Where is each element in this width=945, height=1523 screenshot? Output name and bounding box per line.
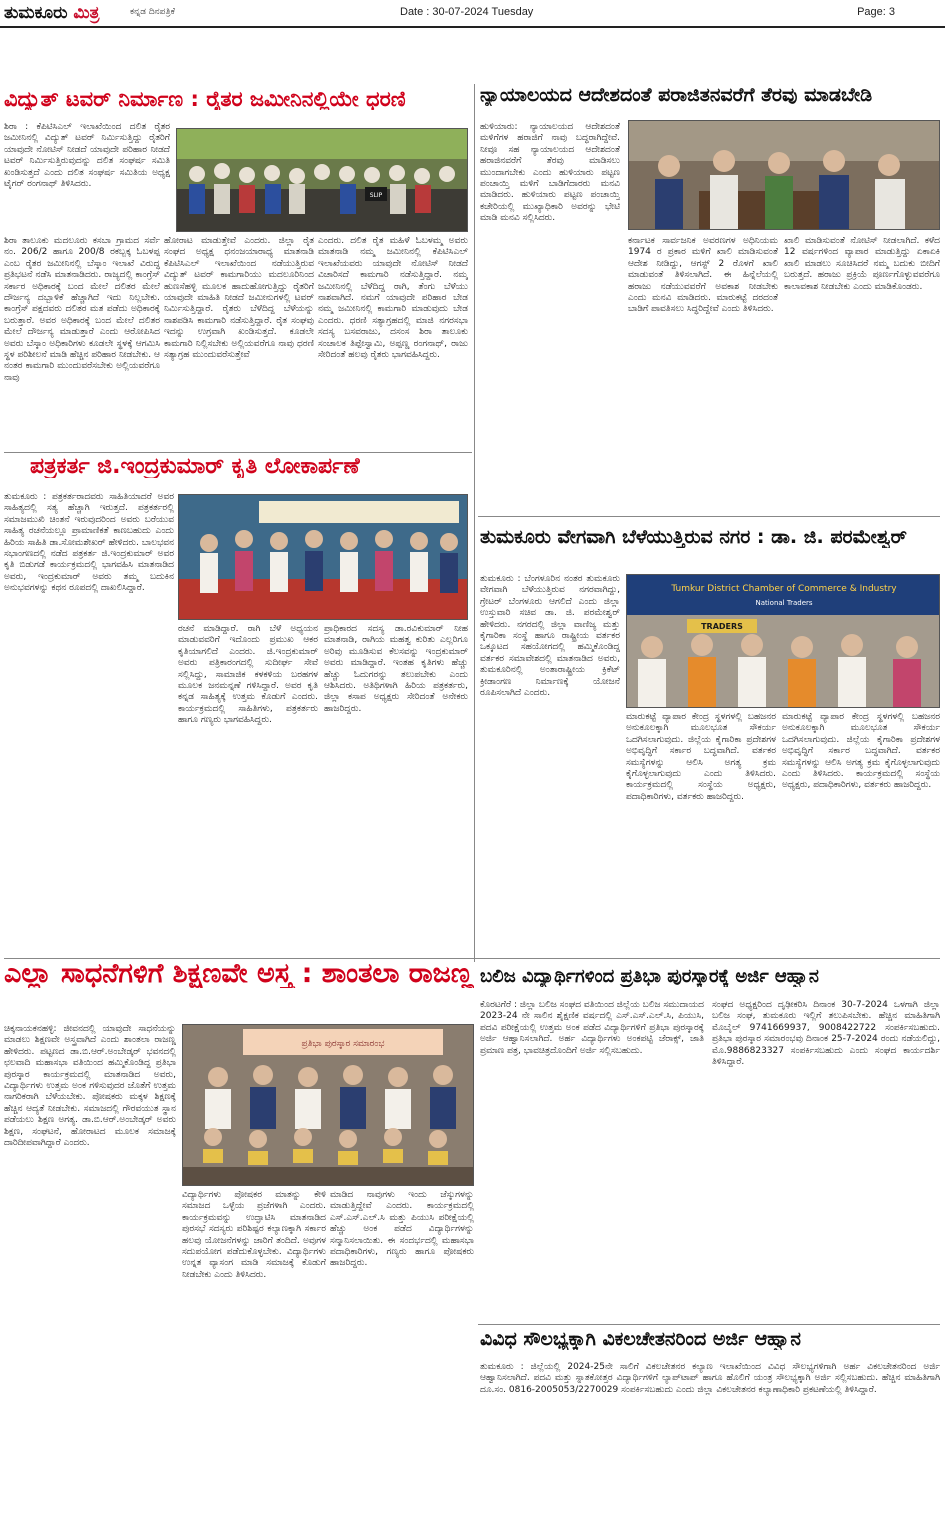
masthead bbox=[0, 0, 945, 28]
story1-col3: ಎಂದರು. ದಲಿತ ರೈತ ಮಹಿಳೆ ಓಬಳಮ್ಮ ಅವರು ಮಾತನಾಡಿ ನಮ್ಮ ಜಮೀನಿನಲ್ಲಿ ಕೆಪಿಟಿಸಿಎಲ್ ಇಲಾಖೆಯವರು ಯಾವುದೇ ನೋಟಿಸ್ ನೀಡದೆ ವಿಚಾರಿಸದೆ ಕಾಮಗಾರಿ ನಡೆಸುತ್ತಿದ್ದಾರೆ. ನಮ್ಮ ಜಮೀನಿನಲ್ಲಿ ಬೆಳೆದಿದ್ದ ರಾಗಿ, ತೆಂಗು ಬೆಳೆಯು ನಾಶವಾಗಿದೆ. ನಮಗೆ ಯಾವುದೇ ಪರಿಹಾರ ಬೇಡ ನಮ್ಮ ಜಮೀನಿನಲ್ಲಿ ಕಾಮಗಾರಿ ಮಾಡುವುದು ಬೇಡ ಎಂದರು. ಧರಣಿ ಸತ್ಯಾಗ್ರಹದಲ್ಲಿ ಮಾಜಿ ನಗರಸಭಾ ಸದಸ್ಯ ಬಸವರಾಜು, ದಸಂಸ ಶಿರಾ ತಾಲೂಕು ಸಂಚಾಲಕ ತಿಪ್ಪೇಸ್ವಾಮಿ, ಅಪ್ಪಣ್ಣ ರಂಗನಾಥ್, ರಾಜು ಸೇರಿದಂತೆ ಹಲವು ರೈತರು ಭಾಗವಹಿಸಿದ್ದರು. bbox=[318, 236, 468, 361]
issue-date: Date : 30-07-2024 Tuesday bbox=[400, 6, 534, 18]
section-divider bbox=[4, 452, 472, 453]
story5-col3: ಮಾಡಿದ ನಾವುಗಳು ಇಂದು ಜೆಸ್ಕುಗಳನ್ನು ಮಾಡುತ್ತಿದ್ದೇವೆ ಎಂದರು. ಕಾರ್ಯಕ್ರಮದಲ್ಲಿ ಎಸ್.ಎಸ್.ಎಲ್.ಸಿ ಮತ್ತು ಪಿಯುಸಿ ಪರೀಕ್ಷೆಯಲ್ಲಿ ಹೆಚ್ಚು ಅಂಕ ಪಡೆದ ವಿದ್ಯಾರ್ಥಿಗಳನ್ನು ಸನ್ಮಾನಿಸಲಾಯಿತು. ಈ ಸಂದರ್ಭದಲ್ಲಿ ಮಹಾಸಭಾ ಪದಾಧಿಕಾರಿಗಳು, ಗಣ್ಯರು ಹಾಗೂ ಪೋಷಕರು ಹಾಜರಿದ್ದರು. bbox=[330, 1190, 474, 1269]
story1-col2: ಹೋರಾಟ ಮಾಡುತ್ತೇವೆ ಎಂದರು. ಜಿಲ್ಲಾ ರೈತ ಸಂಘದ ಅಧ್ಯಕ್ಷ ಧನಂಜಯಾರಾಧ್ಯ ಮಾತನಾಡಿ ಕೆಪಿಟಿಸಿಎಲ್ ಇಲಾಖೆಯಿಂದ ನಡೆಯುತ್ತಿರುವ ವಿದ್ಯುತ್ ಟವರ್ ಕಾಮಗಾರಿಯು ಮದಲೂರಿನಿಂದ ಹುಣಸೆಹಳ್ಳಿ ಮೂಲಕ ಹಾದುಹೋಗುತ್ತಿದ್ದು ರೈತರಿಗೆ ಯಾವುದೇ ಮಾಹಿತಿ ನೀಡದೆ ಜಮೀನುಗಳಲ್ಲಿ ಟವರ್ ನಿರ್ಮಿಸುತ್ತಿದ್ದಾರೆ. ರೈತರು ಬೆಳೆದಿದ್ದ ಬೆಳೆಯನ್ನು ನಾಶಪಡಿಸಿ ಕಾಮಗಾರಿ ನಡೆಸುತ್ತಿದ್ದಾರೆ. ರೈತ ಸಂಘವು ಇದನ್ನು ಉಗ್ರವಾಗಿ ಖಂಡಿಸುತ್ತದೆ. ಕೂಡಲೇ ಕಾಮಗಾರಿ ನಿಲ್ಲಿಸಬೇಕು ಅಲ್ಲಿಯವರೆಗೂ ನಾವು ಧರಣಿ ಸತ್ಯಾಗ್ರಹ ಮುಂದುವರೆಸುತ್ತೇವೆ bbox=[164, 236, 314, 361]
column-divider bbox=[474, 84, 475, 962]
story1-headline: ವಿದ್ಯುತ್ ಟವರ್ ನಿರ್ಮಾಣ : ರೈತರ ಜಮೀನಿನಲ್ಲಿಯೇ ಧರಣಿ bbox=[4, 88, 406, 111]
story2-col2: ಕರ್ನಾಟಕ ಸಾರ್ವಜನಿಕ ಅವರಣಗಳ ಅಧಿನಿಯಮ 1974 ರ ಪ್ರಕಾರ ಮಳಿಗೆ ಖಾಲಿ ಮಾಡಿಸುವಂತೆ ಆದೇಶ ನೀಡಿದ್ದು, ಆಗಸ್ಟ್ 2 ರೊಳಗೆ ಖಾಲಿ ಮಾಡುವಂತೆ ತಿಳಿಸಲಾಗಿದೆ. ಈ ಹಿನ್ನೆಲೆಯಲ್ಲಿ ಹರಾಜು ನಡೆಯುವವರೆಗೆ ಅವಕಾಶ ನೀಡಬೇಕು ಎಂದು ಮನವಿ ಮಾಡಿದರು. ಮಾರುಕಟ್ಟೆ ದರದಂತೆ ಬಾಡಿಗೆ ಪಾವತಿಸಲು ಸಿದ್ಧರಿದ್ದೇವೆ ಎಂದು ತಿಳಿಸಿದರು. bbox=[628, 236, 778, 315]
story2-meeting-photo bbox=[628, 120, 940, 230]
story6-col2: ಸಂಘದ ಅಧ್ಯಕ್ಷರಿಂದ ದೃಢೀಕರಿಸಿ ದಿನಾಂಕ 30-7-2024 ಒಳಗಾಗಿ ಜಿಲ್ಲಾ ಬಲಿಜ ಸಂಘ, ತುಮಕೂರು ಇಲ್ಲಿಗೆ ತಲುಪಿಸಬೇಕು. ಹೆಚ್ಚಿನ ಮಾಹಿತಿಗಾಗಿ ಮೊಬೈಲ್ 9741669937, 9008422722 ಸಂಪರ್ಕಿಸಬಹುದು. ಪ್ರತಿಭಾ ಪುರಸ್ಕಾರ ಸಮಾರಂಭವು ದಿನಾಂಕ 25-7-2024 ರಂದು ನಡೆಯಲಿದ್ದು, ಮೊ.9886823327 ಸಂಪರ್ಕಿಸಬಹುದು ಎಂದು ಸಂಘದ ಕಾರ್ಯದರ್ಶಿ ತಿಳಿಸಿದ್ದಾರೆ. bbox=[712, 1000, 940, 1068]
section-divider bbox=[478, 516, 940, 517]
story3-col3: ಪ್ರಾಧಿಕಾರದ ಸದಸ್ಯ ಡಾ.ರವಿಕುಮಾರ್ ನೀಹ ಮಾತನಾಡಿ, ರಾಗಿಯ ಮಹತ್ವ ಕುರಿತು ಎಲ್ಲರಿಗೂ ಅರಿವು ಮೂಡಿಸುವ ಕೆಲಸವನ್ನು ಇಂದ್ರಕುಮಾರ್ ಅವರು ಮಾಡಿದ್ದಾರೆ. ಇಂತಹ ಕೃತಿಗಳು ಹೆಚ್ಚು ಹೆಚ್ಚು ಓದುಗರನ್ನು ತಲುಪಬೇಕು ಎಂದು ಆಶಿಸಿದರು. ಅತಿಥಿಗಳಾಗಿ ಹಿರಿಯ ಪತ್ರಕರ್ತರು, ಜಿಲ್ಲಾ ಕಸಾಪ ಅಧ್ಯಕ್ಷರು ಸೇರಿದಂತೆ ಅನೇಕರು ಹಾಜರಿದ್ದರು. bbox=[324, 624, 468, 714]
page-number: Page: 3 bbox=[857, 6, 895, 18]
story7-col1: ತುಮಕೂರು : ಜಿಲ್ಲೆಯಲ್ಲಿ 2024-25ನೇ ಸಾಲಿಗೆ ವಿಕಲಚೇತನರ ಕಲ್ಯಾಣ ಇಲಾಖೆಯಿಂದ ವಿವಿಧ ಸೌಲಭ್ಯಗಳಿಗಾಗಿ ಅರ್ಹ ವಿಕಲಚೇತನರಿಂದ ಅರ್ಜಿ ಆಹ್ವಾನಿಸಲಾಗಿದೆ. ಪದವಿ ಮತ್ತು ಸ್ನಾತಕೋತ್ತರ ವಿದ್ಯಾರ್ಥಿಗಳಿಗೆ ಲ್ಯಾಪ್‌ಟಾಪ್ ಹಾಗೂ ಹೊಲಿಗೆ ಯಂತ್ರ ಸೌಲಭ್ಯಕ್ಕಾಗಿ ಅರ್ಜಿ ಸಲ್ಲಿಸಬಹುದು. ಹೆಚ್ಚಿನ ಮಾಹಿತಿಗಾಗಿ ದೂ.ಸಂ. 0816-2005053/2270029 ಸಂಪರ್ಕಿಸಬಹುದು ಎಂದು ಜಿಲ್ಲಾ ವಿಕಲಚೇತನರ ಕಲ್ಯಾಣಾಧಿಕಾರಿ ಪ್ರಕಟಣೆಯಲ್ಲಿ ತಿಳಿಸಿದ್ದಾರೆ. bbox=[480, 1362, 940, 1395]
story2-col3: ಖಾಲಿ ಮಾಡಿಸುವಂತೆ ನೋಟಿಸ್ ನೀಡಲಾಗಿದೆ. ಕಳೆದ 12 ವರ್ಷಗಳಿಂದ ವ್ಯಾಪಾರ ಮಾಡುತ್ತಿದ್ದು ಏಕಾಏಕಿ ಖಾಲಿ ಮಾಡಲು ಸೂಚಿಸಿದರೆ ನಮ್ಮ ಬದುಕು ಬೀದಿಗೆ ಬರುತ್ತದೆ. ಹರಾಜು ಪ್ರಕ್ರಿಯೆ ಪೂರ್ಣಗೊಳ್ಳುವವರೆಗೂ ಕಾಲಾವಕಾಶ ನೀಡಬೇಕು ಎಂದು ಮಾಡಿಕೊಂಡರು. bbox=[784, 236, 940, 292]
story5-col1: ಚಿಕ್ಕನಾಯಕನಹಳ್ಳಿ: ಜೀವನದಲ್ಲಿ ಯಾವುದೇ ಸಾಧನೆಯನ್ನು ಮಾಡಲು ಶಿಕ್ಷಣವೇ ಅಸ್ತ್ರವಾಗಿದೆ ಎಂದು ಶಾಂತಲಾ ರಾಜಣ್ಣ ಹೇಳಿದರು. ಪಟ್ಟಣದ ಡಾ.ಬಿ.ಆರ್.ಅಂಬೇಡ್ಕರ್ ಭವನದಲ್ಲಿ ಛಲವಾದಿ ಮಹಾಸಭಾ ವತಿಯಿಂದ ಹಮ್ಮಿಕೊಂಡಿದ್ದ ಪ್ರತಿಭಾ ಪುರಸ್ಕಾರ ಕಾರ್ಯಕ್ರಮದಲ್ಲಿ ಮಾತನಾಡಿದ ಅವರು, ವಿದ್ಯಾರ್ಥಿಗಳು ಉತ್ತಮ ಅಂಕ ಗಳಿಸುವುದರ ಜೊತೆಗೆ ಉತ್ತಮ ನಾಗರಿಕರಾಗಿ ಬೆಳೆಯಬೇಕು. ಪೋಷಕರು ಮಕ್ಕಳ ಶಿಕ್ಷಣಕ್ಕೆ ಹೆಚ್ಚಿನ ಆದ್ಯತೆ ನೀಡಬೇಕು. ಸಮಾಜದಲ್ಲಿ ಗೌರವಯುತ ಸ್ಥಾನ ಪಡೆಯಲು ಶಿಕ್ಷಣ ಅಗತ್ಯ. ಡಾ.ಬಿ.ಆರ್.ಅಂಬೇಡ್ಕರ್ ಅವರು ಶಿಕ್ಷಣ, ಸಂಘಟನೆ, ಹೋರಾಟದ ಮೂಲಕ ಸಮಾಜಕ್ಕೆ ದಾರಿದೀಪವಾಗಿದ್ದಾರೆ ಎಂದರು. bbox=[4, 1024, 176, 1149]
story3-book-release-photo bbox=[178, 494, 468, 620]
newspaper-tagline: ಕನ್ನಡ ದಿನಪತ್ರಿಕೆ bbox=[130, 7, 176, 17]
story2-headline: ನ್ಯಾಯಾಲಯದ ಆದೇಶದಂತೆ ಪರಾಜಿತನವರೆಗೆ ತೆರವು ಮಾಡಬೇಡಿ bbox=[480, 86, 873, 106]
story5-headline: ಎಲ್ಲಾ ಸಾಧನೆಗಳಿಗೆ ಶಿಕ್ಷಣವೇ ಅಸ್ತ್ರ : ಶಾಂತಲಾ ರಾಜಣ್ಣ bbox=[4, 960, 474, 989]
story1-col1: ಶಿರಾ : ಕೆಪಿಟಿಸಿಎಲ್ ಇಲಾಖೆಯಿಂದ ದಲಿತ ರೈತರ ಜಮೀನಿನಲ್ಲಿ ವಿದ್ಯುತ್ ಟವರ್ ನಿರ್ಮಿಸುತ್ತಿದ್ದು ರೈತರಿಗೆ ಯಾವುದೇ ನೋಟಿಸ್ ನೀಡದೆ ಯಾವುದೇ ಪರಿಹಾರ ನೀಡದೆ ಟವರ್ ನಿರ್ಮಿಸುತ್ತಿರುವುದನ್ನು ದಲಿತ ಸಂಘರ್ಷ ಸಮಿತಿ ಖಂಡಿಸುತ್ತದೆ ಎಂದು ದಲಿತ ಸಂಘರ್ಷ ಸಮಿತಿಯ ಅಧ್ಯಕ್ಷ ಟೈಗರ್ ರಂಗನಾಥ್ ತಿಳಿಸಿದರು. bbox=[4, 122, 170, 190]
story4-col2: ಮಾರುಕಟ್ಟೆ ವ್ಯಾಪಾರ ಕೇಂದ್ರ ಸ್ಥಳಗಳಲ್ಲಿ ಬಹಜನರ ಅನುಕೂಲಕ್ಕಾಗಿ ಮೂಲಭೂತ ಸೌಕರ್ಯ ಒದಗಿಸಲಾಗುವುದು. ಜಿಲ್ಲೆಯ ಕೈಗಾರಿಕಾ ಪ್ರದೇಶಗಳ ಅಭಿವೃದ್ಧಿಗೆ ಸರ್ಕಾರ ಬದ್ಧವಾಗಿದೆ. ವರ್ತಕರ ಸಮಸ್ಯೆಗಳನ್ನು ಆಲಿಸಿ ಅಗತ್ಯ ಕ್ರಮ ಕೈಗೊಳ್ಳಲಾಗುವುದು ಎಂದು ತಿಳಿಸಿದರು. ಕಾರ್ಯಕ್ರಮದಲ್ಲಿ ಸಂಸ್ಥೆಯ ಅಧ್ಯಕ್ಷರು, ಪದಾಧಿಕಾರಿಗಳು, ವರ್ತಕರು ಹಾಜರಿದ್ದರು. bbox=[782, 712, 940, 791]
story5-award-photo bbox=[182, 1024, 474, 1186]
story4-headline: ತುಮಕೂರು ವೇಗವಾಗಿ ಬೆಳೆಯುತ್ತಿರುವ ನಗರ : ಡಾ. ಜಿ. ಪರಮೇಶ್ವರ್ bbox=[480, 528, 907, 548]
section-divider bbox=[4, 958, 940, 959]
story5-col2: ವಿದ್ಯಾರ್ಥಿಗಳು ಪೋಷಕರ ಮಾತನ್ನು ಕೇಳಿ ಸಮಾಜದ ಒಳ್ಳೆಯ ಪ್ರಜೆಗಳಾಗಿ ಎಂದರು. ಕಾರ್ಯಕ್ರಮವನ್ನು ಉದ್ಘಾಟಿಸಿ ಮಾತನಾಡಿದ ಪುರಸಭೆ ಸದಸ್ಯರು ಪರಿಶಿಷ್ಟರ ಕಲ್ಯಾಣಕ್ಕಾಗಿ ಸರ್ಕಾರ ಹಲವು ಯೋಜನೆಗಳನ್ನು ಜಾರಿಗೆ ತಂದಿದೆ. ಅವುಗಳ ಸದುಪಯೋಗ ಪಡೆದುಕೊಳ್ಳಬೇಕು. ವಿದ್ಯಾರ್ಥಿಗಳು ಉನ್ನತ ವ್ಯಾಸಂಗ ಮಾಡಿ ಸಮಾಜಕ್ಕೆ ಕೊಡುಗೆ ನೀಡಬೇಕು ಎಂದು ತಿಳಿಸಿದರು. bbox=[182, 1190, 326, 1280]
story3-headline: ಪತ್ರಕರ್ತ ಜಿ.ಇಂದ್ರಕುಮಾರ್ ಕೃತಿ ಲೋಕಾರ್ಪಣೆ bbox=[30, 455, 360, 479]
story3-col1: ತುಮಕೂರು : ಪತ್ರಕರ್ತರಾದವರು ಸಾಹಿತಿಯಾದರೆ ಅವರ ಸಾಹಿತ್ಯದಲ್ಲಿ ಸತ್ಯ ಹೆಚ್ಚಾಗಿ ಇರುತ್ತದೆ. ಪತ್ರಕರ್ತರಲ್ಲಿ ಸಮಾಜಮುಖಿ ಚಿಂತನೆ ಇರುವುದರಿಂದ ಅವರು ಬರೆಯುವ ಸಾಹಿತ್ಯ ರಚನೆಯಲ್ಲೂ ಪ್ರಾಮಾಣಿಕತೆ ಕಾಣಬಹುದು ಎಂದು ಹಿರಿಯ ಸಾಹಿತಿ ಡಾ.ಸೋಮಶೇಖರ್ ಹೇಳಿದರು. ಬಾಲಭವನ ಸಭಾಂಗಣದಲ್ಲಿ ನಡೆದ ಪತ್ರಕರ್ತ ಜಿ.ಇಂದ್ರಕುಮಾರ್ ಅವರ ಕೃತಿ ಬಿಡುಗಡೆ ಕಾರ್ಯಕ್ರಮದಲ್ಲಿ ಭಾಗವಹಿಸಿ ಮಾತನಾಡಿದ ಅವರು, ಇಂದ್ರಕುಮಾರ್ ಅವರು ತಮ್ಮ ಬದುಕಿನ ಅನುಭವಗಳನ್ನು ಕಥನ ರೂಪದಲ್ಲಿ ದಾಖಲಿಸಿದ್ದಾರೆ. bbox=[4, 492, 174, 594]
story2-col1: ಹುಳಿಯಾರು: ನ್ಯಾಯಾಲಯದ ಆದೇಶದಂತೆ ಮಳಿಗೆಗಳ ಹರಾಜಿಗೆ ನಾವು ಬದ್ಧರಾಗಿದ್ದೇವೆ. ನೀವೂ ಸಹ ನ್ಯಾಯಾಲಯದ ಆದೇಶದಂತೆ ಹರಾಜಿನವರೆಗೆ ತೆರವು ಮಾಡಿಸಲು ಮುಂದಾಗಬೇಕು ಎಂದು ಹುಳಿಯಾರು ಪಟ್ಟಣ ಪಂಚಾಯ್ತಿ ಮಳಿಗೆ ಬಾಡಿಗೆದಾರರು ಮನವಿ ಮಾಡಿದರು. ಹುಳಿಯಾರು ಪಟ್ಟಣ ಪಂಚಾಯ್ತಿ ಕಚೇರಿಯಲ್ಲಿ ಮುಖ್ಯಾಧಿಕಾರಿ ಅವರನ್ನು ಭೇಟಿ ಮಾಡಿ ಮನವಿ ಸಲ್ಲಿಸಿದರು. bbox=[480, 122, 620, 224]
story7-headline: ವಿವಿಧ ಸೌಲಭ್ಯಕ್ಕಾಗಿ ವಿಕಲಚೇತನರಿಂದ ಅರ್ಜಿ ಆಹ್ವಾನ bbox=[480, 1330, 801, 1350]
photo-sign-text: SLIP bbox=[369, 192, 383, 199]
story3-col2: ರಚನೆ ಮಾಡಿದ್ದಾರೆ. ರಾಗಿ ಬೆಳೆ ಅಧ್ಯಯನ ಮಾಡುವವರಿಗೆ ಇದೊಂದು ಪ್ರಮುಖ ಆಕರ ಕೃತಿಯಾಗಲಿದೆ ಎಂದರು. ಜಿ.ಇಂದ್ರಕುಮಾರ್ ಅವರು ಪತ್ರಿಕಾರಂಗದಲ್ಲಿ ಸುದೀರ್ಘ ಸೇವೆ ಸಲ್ಲಿಸಿದ್ದು, ಸಾಮಾಜಿಕ ಕಳಕಳಿಯ ಬರಹಗಳ ಮೂಲಕ ಜನಮನ್ನಣೆ ಗಳಿಸಿದ್ದಾರೆ. ಅವರ ಕೃತಿ ಕನ್ನಡ ಸಾಹಿತ್ಯಕ್ಕೆ ಉತ್ತಮ ಕೊಡುಗೆ ಎಂದರು. ಕಾರ್ಯಕ್ರಮದಲ್ಲಿ ಸಾಹಿತಿಗಳು, ಪತ್ರಕರ್ತರು ಹಾಗೂ ಗಣ್ಯರು ಭಾಗವಹಿಸಿದ್ದರು. bbox=[178, 624, 318, 726]
photo-traders-text: TRADERS bbox=[701, 622, 743, 631]
story4-chamber-photo bbox=[626, 574, 940, 708]
story4-col1: ತುಮಕೂರು : ಬೆಂಗಳೂರಿನ ನಂತರ ತುಮಕೂರು ವೇಗವಾಗಿ ಬೆಳೆಯುತ್ತಿರುವ ನಗರವಾಗಿದ್ದು, ಗ್ರೇಟರ್ ಬೆಂಗಳೂರು ಆಗಲಿದೆ ಎಂದು ಜಿಲ್ಲಾ ಉಸ್ತುವಾರಿ ಸಚಿವ ಡಾ. ಜಿ. ಪರಮೇಶ್ವರ್ ಹೇಳಿದರು. ನಗರದಲ್ಲಿ ಜಿಲ್ಲಾ ವಾಣಿಜ್ಯ ಮತ್ತು ಕೈಗಾರಿಕಾ ಸಂಸ್ಥೆ ಹಾಗೂ ರಾಷ್ಟ್ರೀಯ ವರ್ತಕರ ಒಕ್ಕೂಟದ ಸಹಯೋಗದಲ್ಲಿ ಹಮ್ಮಿಕೊಂಡಿದ್ದ ವರ್ತಕರ ಸಮಾವೇಶದಲ್ಲಿ ಮಾತನಾಡಿದ ಅವರು, ತುಮಕೂರಿನಲ್ಲಿ ಅಂತಾರಾಷ್ಟ್ರೀಯ ಕ್ರಿಕೆಟ್ ಕ್ರೀಡಾಂಗಣ ನಿರ್ಮಾಣಕ್ಕೆ ಯೋಜನೆ ರೂಪಿಸಲಾಗಿದೆ ಎಂದರು. bbox=[480, 574, 620, 699]
photo-banner-text: Tumkur District Chamber of Commerce & Industry bbox=[671, 584, 897, 594]
story6-col1: ಕೊರಟಗೆರೆ : ಜಿಲ್ಲಾ ಬಲಿಜ ಸಂಘದ ವತಿಯಿಂದ ಜಿಲ್ಲೆಯ ಬಲಿಜ ಸಮುದಾಯದ 2023-24 ನೇ ಸಾಲಿನ ಶೈಕ್ಷಣಿಕ ವರ್ಷದಲ್ಲಿ ಎಸ್.ಎಸ್.ಎಲ್.ಸಿ, ಪಿಯುಸಿ, ಪದವಿ ಪರೀಕ್ಷೆಯಲ್ಲಿ ಉತ್ತಮ ಅಂಕ ಪಡೆದ ವಿದ್ಯಾರ್ಥಿಗಳಿಗೆ ಪ್ರತಿಭಾ ಪುರಸ್ಕಾರಕ್ಕೆ ಅರ್ಜಿ ಆಹ್ವಾನಿಸಲಾಗಿದೆ. ಅರ್ಹ ವಿದ್ಯಾರ್ಥಿಗಳು ಅಂಕಪಟ್ಟಿ ಜೆರಾಕ್ಸ್, ಜಾತಿ ಪ್ರಮಾಣ ಪತ್ರ, ಭಾವಚಿತ್ರದೊಂದಿಗೆ ಅರ್ಜಿ ಸಲ್ಲಿಸಬಹುದು. bbox=[480, 1000, 704, 1056]
story1-col1b: ಶಿರಾ ತಾಲೂಕು ಮದಲೂರು ಕಸಬಾ ಗ್ರಾಮದ ಸರ್ವೆ ನಂ. 206/2 ಹಾಗೂ 200/8 ರಕಬ್ಬಕ್ಕ ಓಬಳಪ್ಪ ಎಂಬ ರೈತರ ಜಮೀನಿನಲ್ಲಿ ಬೆಸ್ಕಾಂ ಇಲಾಖೆ ವಿರುದ್ಧ ಪ್ರತಿಭಟನೆ ನಡೆಸಿ ಮಾತನಾಡಿದರು. ರಾಜ್ಯದಲ್ಲಿ ಕಾಂಗ್ರೆಸ್ ಸರ್ಕಾರ ಅಧಿಕಾರಕ್ಕೆ ಬಂದ ಮೇಲೆ ದಲಿತರ ಮೇಲೆ ದೌರ್ಜನ್ಯ ದಬ್ಬಾಳಿಕೆ ಹೆಚ್ಚಾಗಿದೆ ಇದು ನಿಲ್ಲಬೇಕು. ಕಾಂಗ್ರೆಸ್ ಪಕ್ಷದವರು ದಲಿತರ ಮತ ಪಡೆದು ಅಧಿಕಾರಕ್ಕೆ ಬರುತ್ತಾರೆ. ಅವರ ಅಧಿಕಾರಕ್ಕೆ ಬಂದ ಮೇಲೆ ದಲಿತರ ಮೇಲೆ ದೌರ್ಜನ್ಯ ಮಾಡುತ್ತಾರೆ ಎಂದು ಆರೋಪಿಸಿದ ಅವರು ಬೆಸ್ಕಾಂ ಅಧಿಕಾರಿಗಳು ಕೂಡಲೇ ಸ್ಥಳಕ್ಕೆ ಆಗಮಿಸಿ ಸ್ಥಳ ಪರಿಶೀಲನೆ ಮಾಡಿ ಹೆಚ್ಚಿನ ಪರಿಹಾರ ನೀಡಬೇಕು. ಆ ನಂತರ ಕಾಮಗಾರಿ ಮುಂದುವರೆಸಬೇಕು ಅಲ್ಲಿಯವರೆಗೂ ನಾವು bbox=[4, 236, 160, 383]
story4-col2b: ಮಾರುಕಟ್ಟೆ ವ್ಯಾಪಾರ ಕೇಂದ್ರ ಸ್ಥಳಗಳಲ್ಲಿ ಬಹಜನರ ಅನುಕೂಲಕ್ಕಾಗಿ ಮೂಲಭೂತ ಸೌಕರ್ಯ ಒದಗಿಸಲಾಗುವುದು. ಜಿಲ್ಲೆಯ ಕೈಗಾರಿಕಾ ಪ್ರದೇಶಗಳ ಅಭಿವೃದ್ಧಿಗೆ ಸರ್ಕಾರ ಬದ್ಧವಾಗಿದೆ. ವರ್ತಕರ ಸಮಸ್ಯೆಗಳನ್ನು ಆಲಿಸಿ ಅಗತ್ಯ ಕ್ರಮ ಕೈಗೊಳ್ಳಲಾಗುವುದು ಎಂದು ತಿಳಿಸಿದರು. ಕಾರ್ಯಕ್ರಮದಲ್ಲಿ ಸಂಸ್ಥೆಯ ಅಧ್ಯಕ್ಷರು, ಪದಾಧಿಕಾರಿಗಳು, ವರ್ತಕರು ಹಾಜರಿದ್ದರು. bbox=[626, 712, 776, 802]
photo-banner-subtext: National Traders bbox=[755, 599, 813, 607]
section-divider bbox=[478, 1324, 940, 1325]
story1-protest-photo bbox=[176, 128, 468, 232]
story6-headline: ಬಲಿಜ ವಿದ್ಯಾರ್ಥಿಗಳಿಂದ ಪ್ರತಿಭಾ ಪುರಸ್ಕಾರಕ್ಕೆ ಅರ್ಜಿ ಆಹ್ವಾನ bbox=[480, 968, 819, 987]
newspaper-logo: ತುಮಕೂರು ಮಿತ್ರ bbox=[4, 3, 100, 23]
photo-award-banner-text: ಪ್ರತಿಭಾ ಪುರಸ್ಕಾರ ಸಮಾರಂಭ bbox=[301, 1039, 385, 1049]
